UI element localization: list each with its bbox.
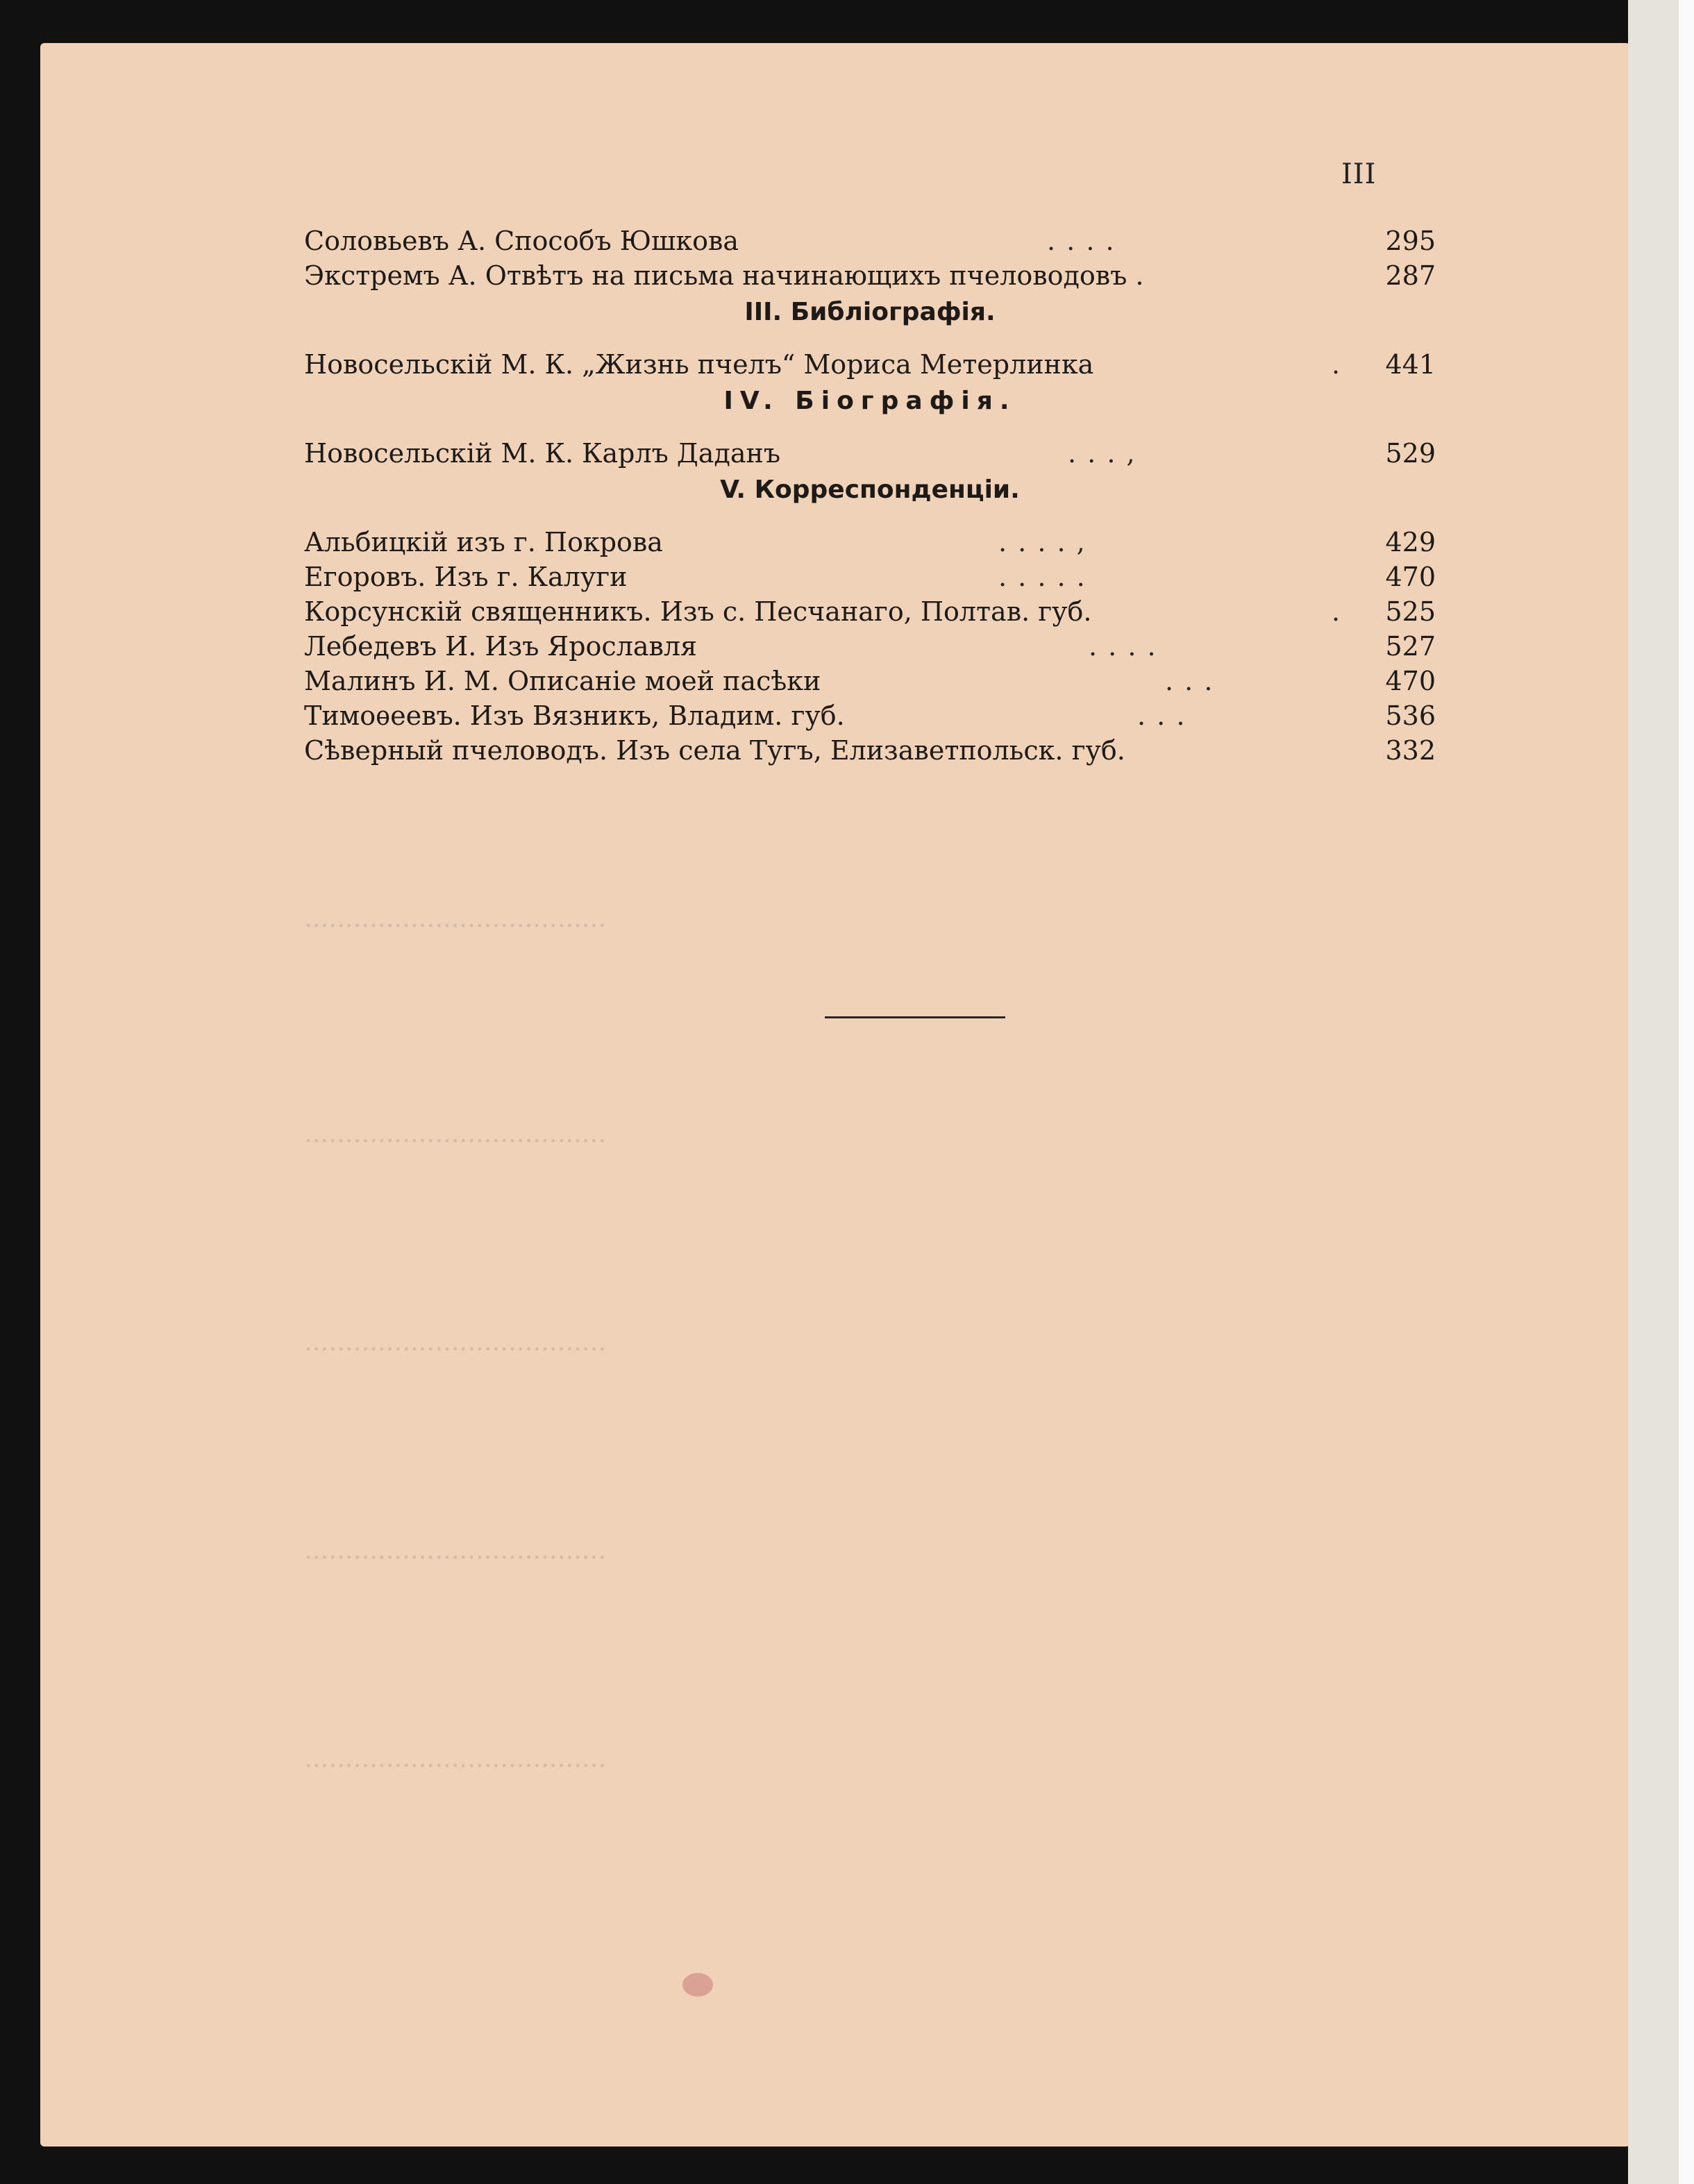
leader-dots: . . . <box>1165 666 1214 696</box>
entry-title: Сѣверный пчеловодъ. Изъ села Тугъ, Елизаветпольск. губ. <box>304 735 1125 766</box>
entry-page: 295 <box>1385 226 1436 256</box>
entry-page: 441 <box>1385 349 1436 380</box>
entry-title: Корсунскій священникъ. Изъ с. Песчанаго, Полтав. губ. <box>304 596 1092 627</box>
section-heading-correspondence: V. Корреспонденціи. <box>720 476 1020 504</box>
section-divider-rule <box>825 1016 1005 1018</box>
scan-border <box>1679 0 1694 2184</box>
leader-dots: . . . . <box>1089 631 1157 662</box>
leader-dots: . <box>1332 596 1342 627</box>
toc-entry <box>304 629 1436 664</box>
toc-entry <box>304 347 1436 382</box>
entry-title: Новосельскій М. К. „Жизнь пчелъ“ Мориса Метерлинка <box>304 349 1094 380</box>
entry-page: 332 <box>1385 735 1436 766</box>
entry-page: 529 <box>1385 438 1436 469</box>
entry-title: Альбицкій изъ г. Покрова <box>304 527 663 557</box>
toc-entry <box>304 664 1436 698</box>
leader-dots: . . . . . <box>998 562 1087 592</box>
entry-page: 470 <box>1385 666 1436 696</box>
section-heading-bibliography: III. Библіографія. <box>744 298 996 326</box>
leader-dots: . . . . <box>1047 226 1116 256</box>
toc-entry <box>304 224 1436 258</box>
leader-dots: . . . , <box>1068 438 1137 469</box>
entry-title: Лебедевъ И. Изъ Ярославля <box>304 631 697 662</box>
leader-dots: . . . <box>1137 700 1186 731</box>
page-number: III <box>1341 158 1377 190</box>
entry-title: Экстремъ А. Отвѣтъ на письма начинающихъ пчеловодовъ . <box>304 260 1144 291</box>
entry-page: 527 <box>1385 631 1436 662</box>
entry-title: Соловьевъ А. Способъ Юшкова <box>304 226 739 256</box>
toc-entry <box>304 594 1436 629</box>
entry-title: Малинъ И. М. Описаніе моей пасѣки <box>304 666 821 696</box>
table-of-contents <box>304 224 1436 768</box>
toc-entry <box>304 525 1436 560</box>
entry-page: 536 <box>1385 700 1436 731</box>
toc-entry <box>304 560 1436 594</box>
show-through-texture: ····································· ····································· ····································· ····································· ····································· <box>304 911 607 1781</box>
section-heading-biography: IV. Біографія. <box>723 387 1016 415</box>
toc-entry <box>304 733 1436 768</box>
entry-title: Тимоѳеевъ. Изъ Вязникъ, Владим. губ. <box>304 700 845 731</box>
leader-dots: . . . . , <box>998 527 1087 557</box>
entry-page: 525 <box>1385 596 1436 627</box>
toc-entry <box>304 436 1436 471</box>
entry-page: 429 <box>1385 527 1436 557</box>
entry-title: Новосельскій М. К. Карлъ Даданъ <box>304 438 781 469</box>
ink-stain <box>682 1973 713 1997</box>
leader-dots: . <box>1332 349 1342 380</box>
entry-page: 470 <box>1385 562 1436 592</box>
toc-entry <box>304 258 1436 293</box>
entry-page: 287 <box>1385 260 1436 291</box>
toc-entry <box>304 698 1436 733</box>
entry-title: Егоровъ. Изъ г. Калуги <box>304 562 628 592</box>
